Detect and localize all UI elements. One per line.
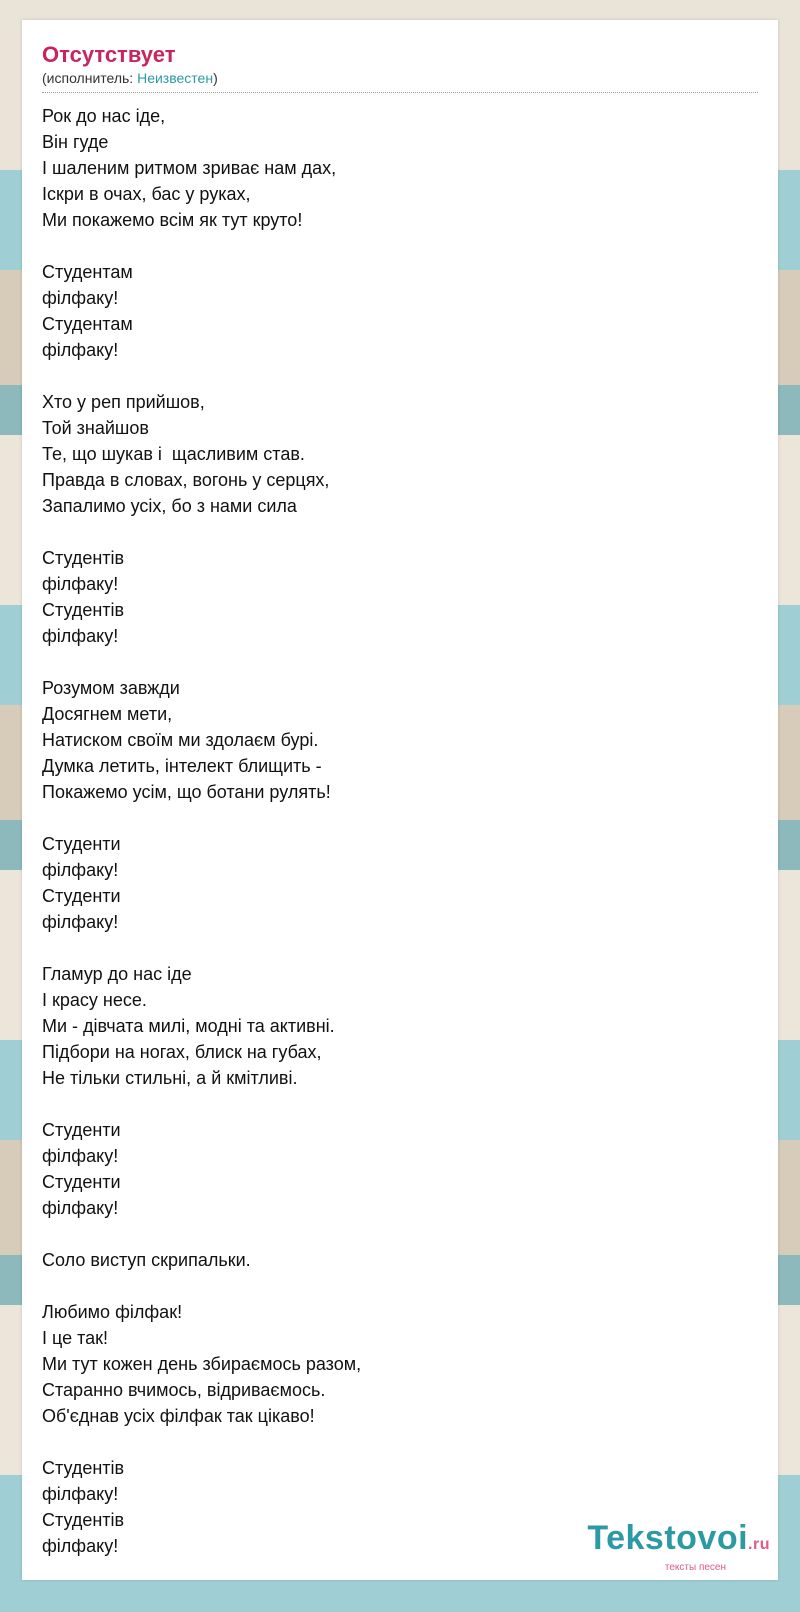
lyric-line: Він гуде — [42, 132, 109, 152]
lyric-line: Студентам — [42, 314, 133, 334]
lyric-line: І красу несе. — [42, 990, 147, 1010]
lyric-line: Студенти — [42, 834, 121, 854]
lyric-line — [42, 935, 758, 961]
lyric-line: філфаку! — [42, 288, 119, 308]
divider — [42, 92, 758, 93]
lyric-line: І шаленим ритмом зриває нам дах, — [42, 158, 337, 178]
lyric-line: філфаку! — [42, 340, 119, 360]
performer-prefix: (исполнитель: — [42, 70, 138, 86]
lyric-line — [42, 363, 758, 389]
lyrics-card — [22, 20, 778, 1580]
lyric-line: Студентів — [42, 548, 125, 568]
lyric-line: Натиском своїм ми здолаєм бурі. — [42, 730, 319, 750]
lyric-line: філфаку! — [42, 912, 119, 932]
lyric-line: Не тільки стильні, а й кмітливі. — [42, 1068, 298, 1088]
lyric-line: Покажемо усім, що ботани рулять! — [42, 782, 331, 802]
lyric-line: Студентів — [42, 1458, 125, 1478]
lyric-line — [42, 1429, 758, 1455]
logo-domain: .ru — [748, 1536, 770, 1553]
lyric-line: Студенти — [42, 886, 121, 906]
lyric-line: філфаку! — [42, 1198, 119, 1218]
lyric-line: Те, що шукав і щасливим став. — [42, 444, 305, 464]
lyric-line — [42, 1221, 758, 1247]
lyric-line — [42, 1273, 758, 1299]
lyric-line: Любимо філфак! — [42, 1302, 183, 1322]
lyric-line: Підбори на ногах, блиск на губах, — [42, 1042, 322, 1062]
lyric-line — [42, 1091, 758, 1117]
lyric-line: Об'єднав усіх філфак так цікаво! — [42, 1406, 315, 1426]
lyric-line: Студенти — [42, 1172, 121, 1192]
lyric-line: філфаку! — [42, 1146, 119, 1166]
lyric-line: Студентів — [42, 600, 125, 620]
lyric-line: Студентам — [42, 262, 133, 282]
logo-tagline: тексты песен — [664, 1562, 726, 1573]
lyric-line: Рок до нас іде, — [42, 106, 166, 126]
lyric-line: Студенти — [42, 1120, 121, 1140]
lyric-line: Студентів — [42, 1510, 125, 1530]
lyric-line: Хто у реп прийшов, — [42, 392, 205, 412]
lyric-line — [42, 649, 758, 675]
lyric-line: Досягнем мети, — [42, 704, 173, 724]
lyric-line: Гламур до нас іде — [42, 964, 192, 984]
lyric-line: Розумом завжди — [42, 678, 180, 698]
lyric-line: Правда в словах, вогонь у серцях, — [42, 470, 330, 490]
lyric-line: Іскри в очах, бас у руках, — [42, 184, 251, 204]
lyric-line: Той знайшов — [42, 418, 149, 438]
lyric-line — [42, 233, 758, 259]
performer-suffix: ) — [213, 70, 218, 86]
lyric-line: Думка летить, інтелект блищить - — [42, 756, 322, 776]
lyric-line: Соло виступ скрипальки. — [42, 1250, 251, 1270]
song-title: Отсутствует — [42, 42, 176, 67]
lyric-line: Запалимо усіх, бо з нами сила — [42, 496, 297, 516]
lyric-line: філфаку! — [42, 574, 119, 594]
lyric-line: Старанно вчимось, відриваємось. — [42, 1380, 326, 1400]
lyric-line — [42, 805, 758, 831]
lyric-line: філфаку! — [42, 626, 119, 646]
artist-link[interactable]: Неизвестен — [137, 70, 214, 86]
lyric-line: Ми тут кожен день збираємось разом, — [42, 1354, 362, 1374]
lyric-line: філфаку! — [42, 860, 119, 880]
lyric-line: філфаку! — [42, 1536, 119, 1556]
lyric-line: філфаку! — [42, 1484, 119, 1504]
lyric-line: Ми - дівчата милі, модні та активні. — [42, 1016, 335, 1036]
logo-name: Tekstovoi — [587, 1519, 749, 1557]
site-logo[interactable] — [587, 1521, 770, 1574]
lyrics-text — [42, 103, 758, 1559]
lyric-line: Ми покажемо всім як тут круто! — [42, 210, 303, 230]
lyric-line: І це так! — [42, 1328, 109, 1348]
performer-line — [42, 68, 758, 88]
lyric-line — [42, 519, 758, 545]
